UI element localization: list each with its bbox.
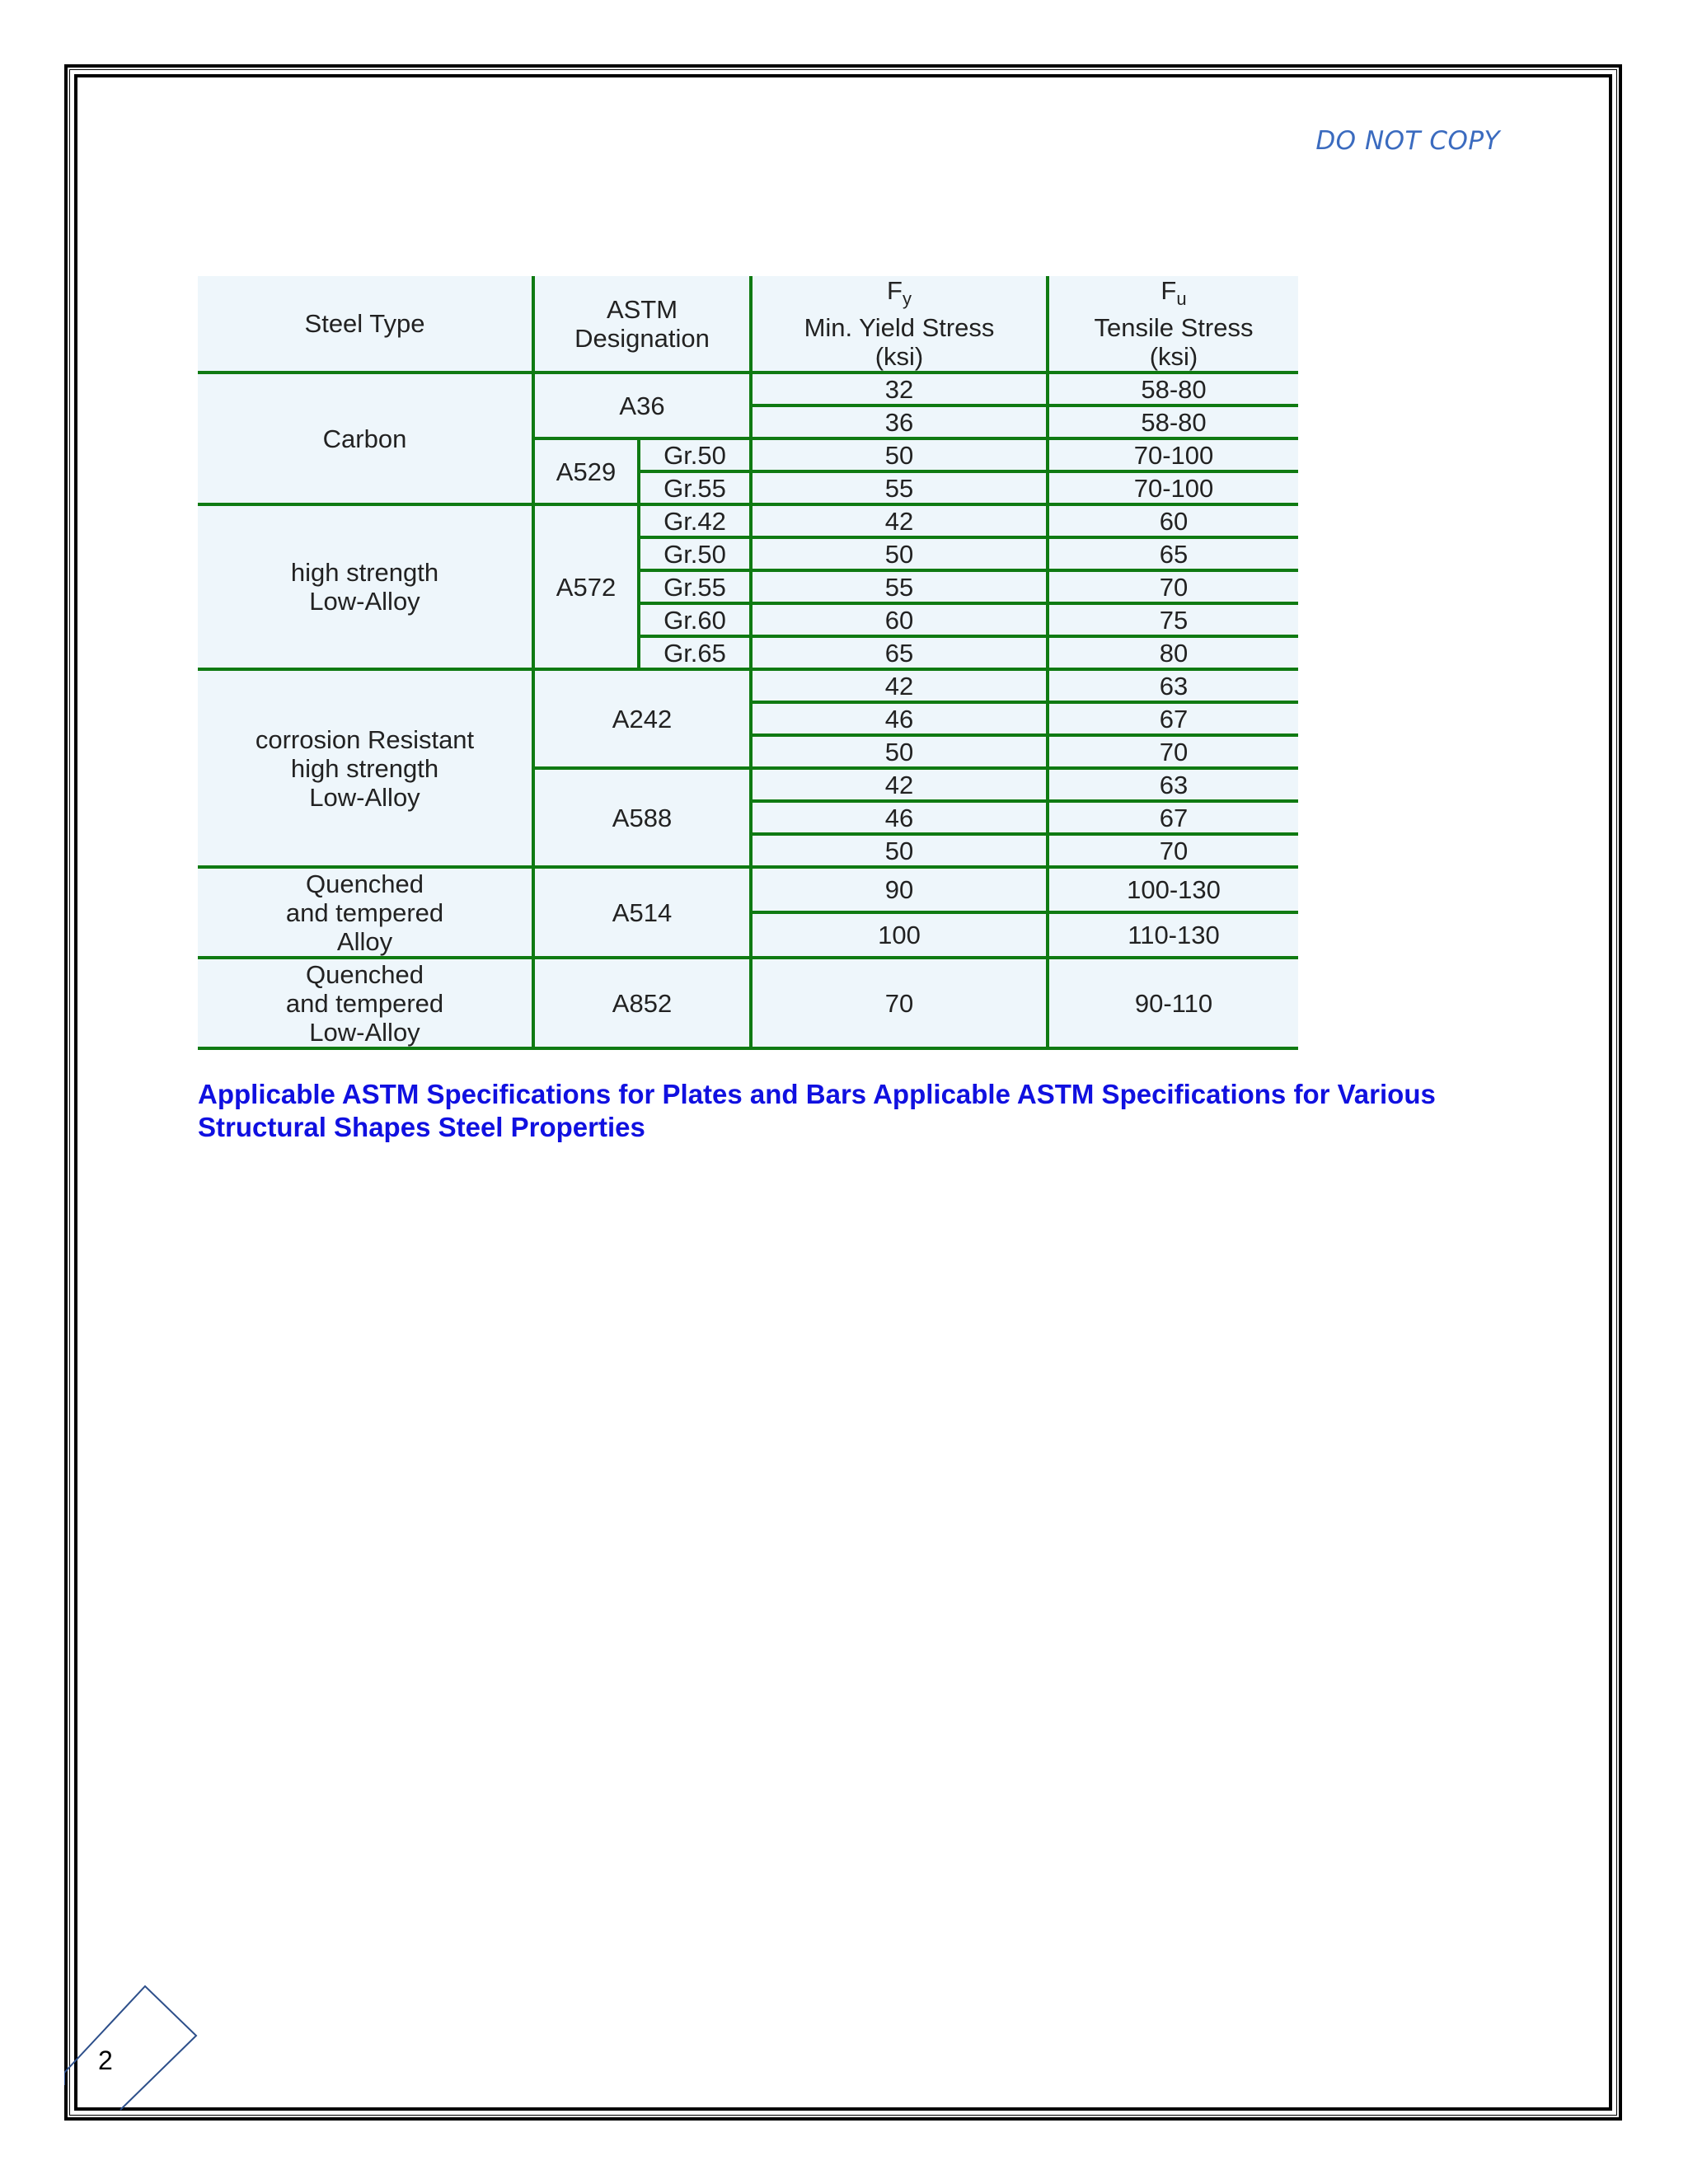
header-astm-line1: ASTM xyxy=(606,294,678,324)
page-corner-diamond-icon xyxy=(64,1978,204,2118)
header-astm-designation xyxy=(533,276,751,373)
fu-cell: 70 xyxy=(1048,735,1298,768)
grade-cell: Gr.65 xyxy=(639,636,751,669)
caption-line-1: Applicable ASTM Specifications for Plates and Bars Applicable ASTM Specifications for Various xyxy=(198,1079,1436,1109)
table-row xyxy=(198,669,1298,702)
designation-a588: A588 xyxy=(533,768,751,867)
header-fy xyxy=(751,276,1048,373)
grade-cell: Gr.55 xyxy=(639,570,751,603)
designation-a514: A514 xyxy=(533,867,751,958)
table-row xyxy=(198,958,1298,1048)
fy-cell: 46 xyxy=(751,702,1048,735)
fy-cell: 70 xyxy=(751,958,1048,1048)
fy-cell: 60 xyxy=(751,603,1048,636)
steel-type-quenched-tempered-low-alloy xyxy=(198,958,533,1048)
grade-cell: Gr.55 xyxy=(639,471,751,504)
header-fu-unit: (ksi) xyxy=(1149,342,1198,372)
fy-cell: 90 xyxy=(751,867,1048,912)
grade-cell: Gr.42 xyxy=(639,504,751,537)
header-astm-line2: Designation xyxy=(574,323,710,353)
do-not-copy-note: DO NOT COPY xyxy=(1315,126,1500,156)
steel-type-line: high strength xyxy=(290,753,439,783)
fu-cell: 80 xyxy=(1048,636,1298,669)
fy-cell: 65 xyxy=(751,636,1048,669)
fu-cell: 67 xyxy=(1048,702,1298,735)
steel-type-corrosion-resistant xyxy=(198,669,533,867)
fu-cell: 70 xyxy=(1048,834,1298,867)
fu-cell: 58-80 xyxy=(1048,373,1298,405)
table-row xyxy=(198,504,1298,537)
fu-cell: 100-130 xyxy=(1048,867,1298,912)
header-fu-subscript: u xyxy=(1176,288,1187,310)
fy-cell: 36 xyxy=(751,405,1048,438)
table-caption xyxy=(198,1078,1484,1144)
fy-cell: 46 xyxy=(751,801,1048,834)
table-header-row xyxy=(198,276,1298,373)
header-fy-label: Min. Yield Stress xyxy=(804,313,995,343)
designation-a242: A242 xyxy=(533,669,751,768)
caption-line-2: Structural Shapes Steel Properties xyxy=(198,1112,645,1142)
steel-type-line: Quenched xyxy=(305,959,424,989)
fy-cell: 50 xyxy=(751,537,1048,570)
fu-cell: 90-110 xyxy=(1048,958,1298,1048)
steel-type-line: Alloy xyxy=(336,926,393,956)
fy-cell: 100 xyxy=(751,912,1048,958)
header-fu-label: Tensile Stress xyxy=(1094,313,1254,343)
grade-cell: Gr.50 xyxy=(639,438,751,471)
designation-a36: A36 xyxy=(533,373,751,438)
designation-a572: A572 xyxy=(533,504,639,669)
steel-type-line: and tempered xyxy=(285,898,444,927)
designation-a529: A529 xyxy=(533,438,639,504)
fy-cell: 55 xyxy=(751,570,1048,603)
header-fu xyxy=(1048,276,1298,373)
fy-cell: 42 xyxy=(751,768,1048,801)
fu-cell: 60 xyxy=(1048,504,1298,537)
steel-type-line: Quenched xyxy=(305,869,424,898)
fu-cell: 63 xyxy=(1048,669,1298,702)
header-fu-symbol: F xyxy=(1160,276,1177,305)
steel-type-line: corrosion Resistant xyxy=(255,724,475,754)
fu-cell: 70-100 xyxy=(1048,471,1298,504)
table-row xyxy=(198,373,1298,405)
fu-cell: 70-100 xyxy=(1048,438,1298,471)
fy-cell: 50 xyxy=(751,735,1048,768)
fy-cell: 42 xyxy=(751,669,1048,702)
fu-cell: 110-130 xyxy=(1048,912,1298,958)
fy-cell: 55 xyxy=(751,471,1048,504)
fu-cell: 65 xyxy=(1048,537,1298,570)
steel-type-line: Low-Alloy xyxy=(309,1017,420,1047)
fy-cell: 42 xyxy=(751,504,1048,537)
steel-type-quenched-tempered-alloy xyxy=(198,867,533,958)
fy-cell: 50 xyxy=(751,438,1048,471)
fu-cell: 58-80 xyxy=(1048,405,1298,438)
grade-cell: Gr.60 xyxy=(639,603,751,636)
fu-cell: 67 xyxy=(1048,801,1298,834)
fu-cell: 75 xyxy=(1048,603,1298,636)
fu-cell: 70 xyxy=(1048,570,1298,603)
header-steel-type: Steel Type xyxy=(198,276,533,373)
steel-type-line: Low-Alloy xyxy=(309,587,420,616)
astm-steel-properties-table xyxy=(198,276,1298,1050)
designation-a852: A852 xyxy=(533,958,751,1048)
steel-type-line: and tempered xyxy=(285,988,444,1018)
fy-cell: 32 xyxy=(751,373,1048,405)
steel-type-hsla xyxy=(198,504,533,669)
fu-cell: 63 xyxy=(1048,768,1298,801)
steel-type-line: Low-Alloy xyxy=(309,782,420,812)
header-fy-symbol: F xyxy=(887,276,903,305)
header-fy-unit: (ksi) xyxy=(874,342,924,372)
steel-type-line: high strength xyxy=(290,558,439,588)
page-number: 2 xyxy=(98,2046,113,2075)
header-fy-subscript: y xyxy=(902,288,912,310)
table-row xyxy=(198,867,1298,912)
steel-type-carbon: Carbon xyxy=(198,373,533,504)
fy-cell: 50 xyxy=(751,834,1048,867)
grade-cell: Gr.50 xyxy=(639,537,751,570)
